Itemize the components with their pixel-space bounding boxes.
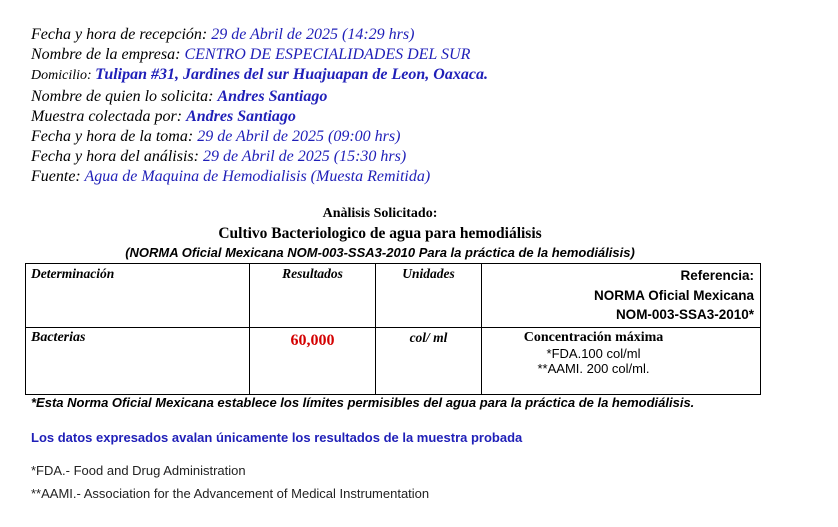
sample-info-block — [31, 25, 488, 188]
norm-note: *Esta Norma Oficial Mexicana establece los límites permisibles del agua para la práctica de la hemodiálisis. — [31, 395, 695, 410]
address: Domicilio: Tulipan #31, Jardines del sur Huajuapan de Leon, Oaxaca. — [31, 66, 488, 84]
table-header-row — [26, 264, 761, 328]
sample-source: Fuente: Agua de Maquina de Hemodialisis (Muesta Remitida) — [31, 168, 431, 186]
determination-cell: Bacterias — [26, 327, 250, 394]
unit-cell: col/ ml — [376, 327, 482, 394]
table-row — [26, 327, 761, 394]
header-results: Resultados — [250, 264, 376, 328]
reference-cell — [482, 327, 761, 394]
result-value: 60,000 — [290, 331, 335, 349]
abbreviation-fda: *FDA.- Food and Drug Administration — [31, 463, 246, 478]
header-determination: Determinación — [26, 264, 250, 328]
sampling-datetime: Fecha y hora de la toma: 29 de Abril de 2025 (09:00 hrs) — [31, 128, 401, 146]
analysis-title: Anàlisis Solicitado: — [322, 206, 438, 221]
collector-name: Muestra colectada por: Andres Santiago — [31, 107, 296, 125]
reference-norm-name: NORMA Oficial Mexicana — [593, 287, 754, 303]
fda-limit: *FDA.100 col/ml — [546, 345, 641, 361]
abbreviation-aami: **AAMI.- Association for the Advancement of Medical Instrumentation — [31, 486, 430, 501]
results-table — [25, 263, 761, 395]
requester-name: Nombre de quien lo solicita: Andres Santiago — [31, 87, 328, 105]
max-concentration-label: Concentración máxima — [523, 329, 664, 345]
reference-label: Referencia: — [680, 268, 754, 283]
analysis-subtitle: Cultivo Bacteriologico de agua para hemodiálisis — [218, 225, 542, 242]
analysis-norm: (NORMA Oficial Mexicana NOM-003-SSA3-2010 Para la práctica de la hemodiálisis) — [125, 245, 635, 260]
validity-statement: Los datos expresados avalan únicamente los resultados de la muestra probada — [31, 430, 523, 445]
aami-limit: **AAMI. 200 col/ml. — [537, 360, 650, 376]
header-reference — [482, 264, 761, 328]
company-name: Nombre de la empresa: CENTRO DE ESPECIALIDADES DEL SUR — [31, 46, 471, 64]
reference-norm-code: NOM-003-SSA3-2010* — [615, 307, 754, 322]
header-units: Unidades — [376, 264, 482, 328]
result-cell — [250, 327, 376, 394]
reception-datetime: Fecha y hora de recepción: 29 de Abril de 2025 (14:29 hrs) — [31, 26, 415, 43]
analysis-datetime: Fecha y hora del análisis: 29 de Abril de 2025 (15:30 hrs) — [31, 148, 407, 166]
